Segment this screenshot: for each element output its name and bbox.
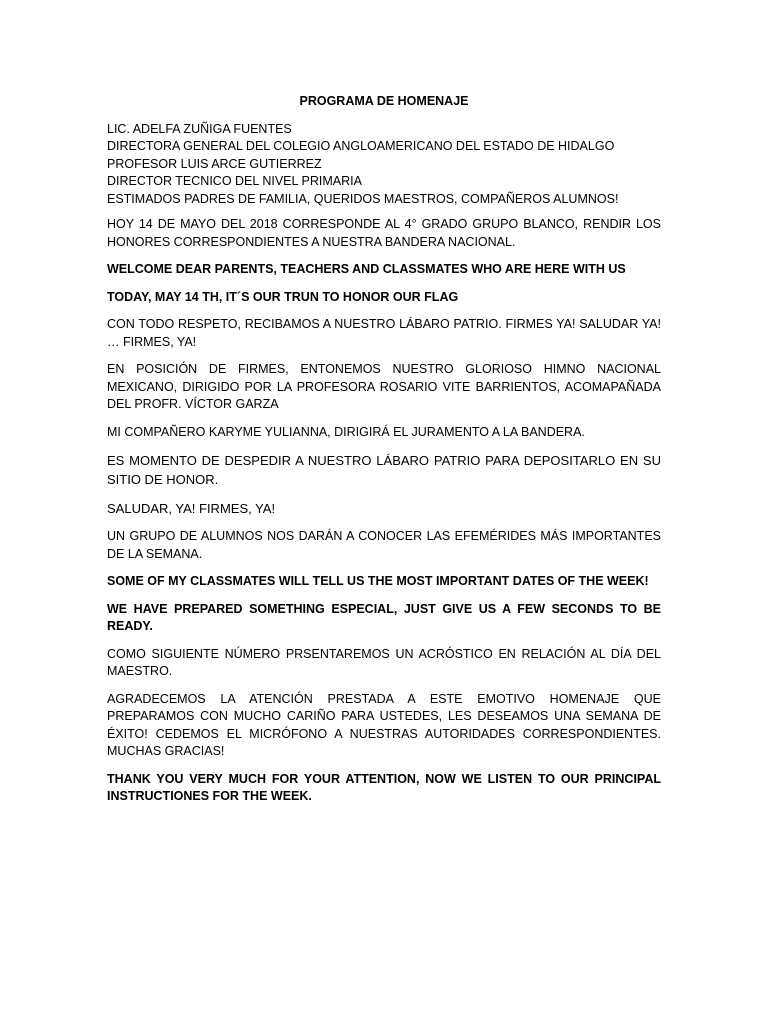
paragraph-dates-english: SOME OF MY CLASSMATES WILL TELL US THE MOST IMPORTANT DATES OF THE WEEK! (107, 574, 649, 588)
paragraph-ephemerides: UN GRUPO DE ALUMNOS NOS DARÁN A CONOCER LAS EFEMÉRIDES MÁS IMPORTANTES DE LA SEMANA. (107, 529, 661, 561)
paragraph-welcome-english: WELCOME DEAR PARENTS, TEACHERS AND CLASSMATES WHO ARE HERE WITH US (107, 262, 626, 276)
paragraph-national-anthem: EN POSICIÓN DE FIRMES, ENTONEMOS NUESTRO GLORIOSO HIMNO NACIONAL MEXICANO, DIRIGIDO POR LA PROFESORA ROSARIO VITE BARRIENTOS, ACOMAPAÑADA DEL PROFR. VÍCTOR GARZA (107, 362, 661, 411)
paragraph-date-announcement: HOY 14 DE MAYO DEL 2018 CORRESPONDE AL 4° GRADO GRUPO BLANCO, RENDIR LOS HONORES CORRESPONDIENTES A NUESTRA BANDERA NACIONAL. (107, 217, 661, 249)
addressee-line: LIC. ADELFA ZUÑIGA FUENTES (107, 121, 292, 136)
document-title: PROGRAMA DE HOMENAJE (299, 94, 469, 108)
paragraph-acrostic: COMO SIGUIENTE NÚMERO PRSENTAREMOS UN ACRÓSTICO EN RELACIÓN AL DÍA DEL MAESTRO. (107, 646, 661, 678)
addressee-line: DIRECTORA GENERAL DEL COLEGIO ANGLOAMERICANO DEL ESTADO DE HIDALGO (107, 139, 615, 153)
paragraph-today-english: TODAY, MAY 14 TH, IT´S OUR TRUN TO HONOR OUR FLAG (107, 289, 459, 304)
paragraph-thanks: AGRADECEMOS LA ATENCIÓN PRESTADA A ESTE EMOTIVO HOMENAJE QUE PREPARAMOS CON MUCHO CARIÑO PARA USTEDES, LES DESEAMOS UNA SEMANA DE ÉXITO! CEDEMOS EL MICRÓFONO A NUESTRAS AUTORIDADES CORRESPONDIENTES. MUCHAS GRACIAS! (107, 691, 661, 758)
addressee-block (107, 121, 661, 209)
paragraph-receive-flag: CON TODO RESPETO, RECIBAMOS A NUESTRO LÁBARO PATRIO. FIRMES YA! SALUDAR YA! … FIRMES, YA! (107, 317, 661, 349)
addressee-line: ESTIMADOS PADRES DE FAMILIA, QUERIDOS MAESTROS, COMPAÑEROS ALUMNOS! (107, 191, 619, 206)
paragraph-salute: SALUDAR, YA! FIRMES, YA! (107, 501, 276, 516)
paragraph-thanks-english: THANK YOU VERY MUCH FOR YOUR ATTENTION, NOW WE LISTEN TO OUR PRINCIPAL INSTRUCTIONES FOR THE WEEK. (107, 771, 661, 803)
addressee-line: DIRECTOR TECNICO DEL NIVEL PRIMARIA (107, 174, 362, 188)
document-body (107, 93, 661, 816)
addressee-line: PROFESOR LUIS ARCE GUTIERREZ (107, 156, 322, 171)
paragraph-farewell-flag: ES MOMENTO DE DESPEDIR A NUESTRO LÁBARO PATRIO PARA DEPOSITARLO EN SU SITIO DE HONOR. (107, 453, 661, 487)
paragraph-prepared-english: WE HAVE PREPARED SOMETHING ESPECIAL, JUST GIVE US A FEW SECONDS TO BE READY. (107, 601, 661, 633)
paragraph-flag-oath: MI COMPAÑERO KARYME YULIANNA, DIRIGIRÁ EL JURAMENTO A LA BANDERA. (107, 424, 585, 439)
